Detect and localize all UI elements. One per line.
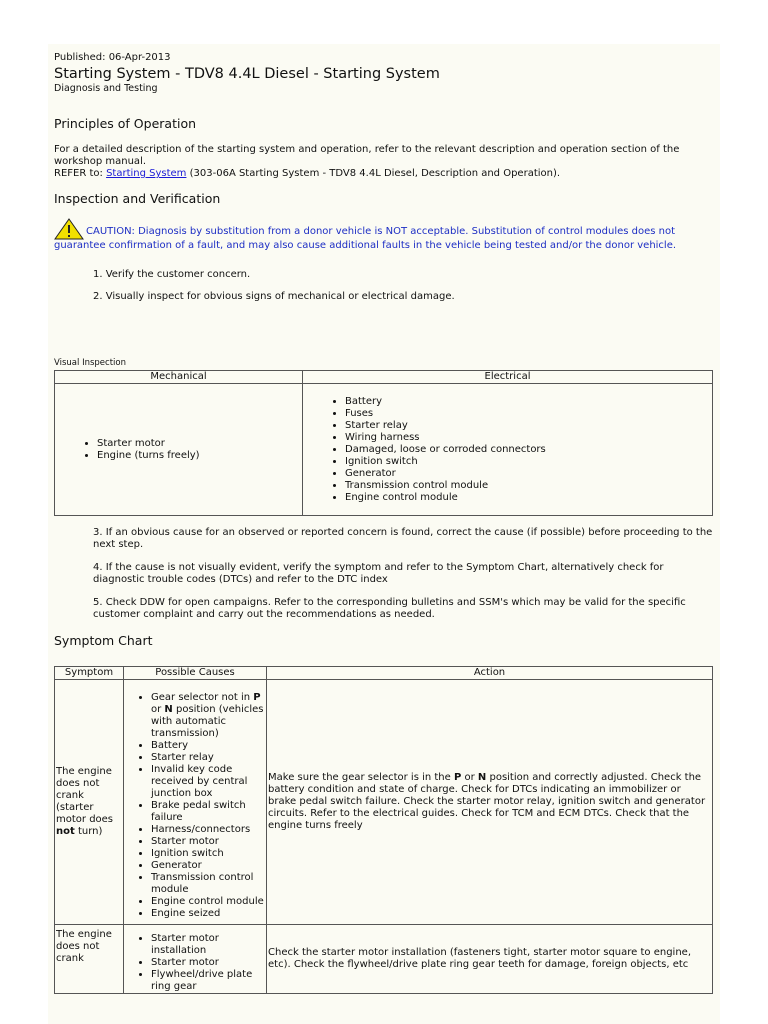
list-item: • Engine seized <box>151 908 265 920</box>
table-row <box>55 925 713 994</box>
warning-triangle-icon <box>54 218 84 240</box>
action-or: or <box>461 772 478 783</box>
document-body <box>54 52 714 992</box>
col-header-action: Action <box>267 667 713 680</box>
list-item: • Fuses <box>345 408 710 420</box>
list-item: • Engine control module <box>151 896 265 908</box>
col-header-possible-causes: Possible Causes <box>124 667 267 680</box>
cause-or: or <box>151 704 165 715</box>
symptom-cell <box>55 680 124 925</box>
principles-refer <box>54 168 714 180</box>
causes-cell <box>124 680 267 925</box>
list-item: • Harness/connectors <box>151 824 265 836</box>
gear-p: P <box>253 692 261 703</box>
list-item: • Transmission control module <box>345 480 710 492</box>
list-item <box>151 692 265 740</box>
causes-cell <box>124 925 267 994</box>
list-item: • Starter motor installation <box>151 933 265 957</box>
step-5: 5. Check DDW for open campaigns. Refer to the corresponding bulletins and SSM's which may be valid for the specific customer complaint and carry out the recommendations as needed. <box>93 597 686 620</box>
starting-system-link[interactable]: Starting System <box>106 168 187 179</box>
mechanical-list <box>57 438 300 462</box>
list-item: • Starter motor <box>97 438 300 450</box>
symptom-text-end: turn) <box>74 826 103 837</box>
list-item: • Starter motor <box>151 957 265 969</box>
action-cell: Check the starter motor installation (fasteners tight, starter motor square to engine, etc). Check the flywheel/drive plate ring gear teeth for damage, foreign objects, etc <box>267 925 713 994</box>
gear-p: P <box>453 772 462 783</box>
cause-text: Gear selector not in <box>151 692 254 703</box>
list-item: • Damaged, loose or corroded connectors <box>345 444 710 456</box>
list-item: • Brake pedal switch failure <box>151 800 265 824</box>
caution-text: CAUTION: Diagnosis by substitution from a donor vehicle is NOT acceptable. Substitution of control modules does not guarantee confirmation of a fault, and may also cause additional faults in the vehicle being tested and/or the donor vehicle. <box>54 226 677 251</box>
symptom-text: The engine does not crank (starter motor does <box>56 766 114 825</box>
gear-n: N <box>477 772 487 783</box>
col-header-symptom: Symptom <box>55 667 124 680</box>
page-title: Starting System - TDV8 4.4L Diesel - Starting System <box>54 66 440 82</box>
causes-list <box>125 933 265 993</box>
caution-notice <box>54 218 714 252</box>
document-page <box>48 44 720 1024</box>
published-date: Published: 06-Apr-2013 <box>54 52 171 63</box>
step-4: 4. If the cause is not visually evident, verify the symptom and refer to the Symptom Chart, alternatively check for diagnostic trouble codes (DTCs) and refer to the DTC index <box>93 562 664 585</box>
action-cell <box>267 680 713 925</box>
table-row <box>55 680 713 925</box>
visual-inspection-table <box>54 370 713 516</box>
list-item: • Flywheel/drive plate ring gear <box>151 969 265 993</box>
list-item: • Starter relay <box>151 752 265 764</box>
list-item: • Engine (turns freely) <box>97 450 300 462</box>
list-item: • Generator <box>345 468 710 480</box>
list-item: • Engine control module <box>345 492 710 504</box>
list-item: • Ignition switch <box>151 848 265 860</box>
electrical-list <box>305 396 710 504</box>
list-item: • Generator <box>151 860 265 872</box>
section-heading-principles: Principles of Operation <box>54 116 197 131</box>
col-header-electrical: Electrical <box>303 371 713 384</box>
principles-text: For a detailed description of the starting system and operation, refer to the relevant description and operation section of the workshop manual. <box>54 144 680 167</box>
list-item: • Battery <box>345 396 710 408</box>
gear-n: N <box>164 704 173 715</box>
mechanical-cell <box>55 384 303 516</box>
causes-list <box>125 692 265 920</box>
refer-suffix: (303-06A Starting System - TDV8 4.4L Diesel, Description and Operation). <box>186 168 561 179</box>
action-text: Make sure the gear selector is in the <box>268 772 454 783</box>
list-item: • Battery <box>151 740 265 752</box>
list-item: • Transmission control module <box>151 872 265 896</box>
section-heading-symptom-chart: Symptom Chart <box>54 633 153 648</box>
visual-inspection-label: Visual Inspection <box>54 358 126 368</box>
list-item: • Starter motor <box>151 836 265 848</box>
step-2: 2. Visually inspect for obvious signs of mechanical or electrical damage. <box>93 291 455 302</box>
symptom-chart-table <box>54 666 713 994</box>
refer-prefix: REFER to: <box>54 168 107 179</box>
list-item: • Invalid key code received by central junction box <box>151 764 265 800</box>
cause-text-end: position (vehicles with automatic transmission) <box>151 704 264 739</box>
list-item: • Ignition switch <box>345 456 710 468</box>
electrical-cell <box>303 384 713 516</box>
list-item: • Starter relay <box>345 420 710 432</box>
action-text-end: position and correctly adjusted. Check the battery condition and state of charge. Check for DTCs indicating an immobilizer or brake pedal switch failure. Check the starter motor relay, ignition switch and generator circuits. Refer to the electrical guides. Check for TCM and ECM DTCs. Check that the engine turns freely <box>268 772 706 831</box>
symptom-cell: The engine does not crank <box>55 925 124 994</box>
symptom-emphasis: not <box>56 826 75 837</box>
list-item: • Wiring harness <box>345 432 710 444</box>
section-heading-inspection: Inspection and Verification <box>54 191 221 206</box>
step-3: 3. If an obvious cause for an observed or reported concern is found, correct the cause (if possible) before proceeding to the next step. <box>93 527 713 550</box>
col-header-mechanical: Mechanical <box>55 371 303 384</box>
step-1: 1. Verify the customer concern. <box>93 269 251 280</box>
page-subtitle: Diagnosis and Testing <box>54 83 158 94</box>
